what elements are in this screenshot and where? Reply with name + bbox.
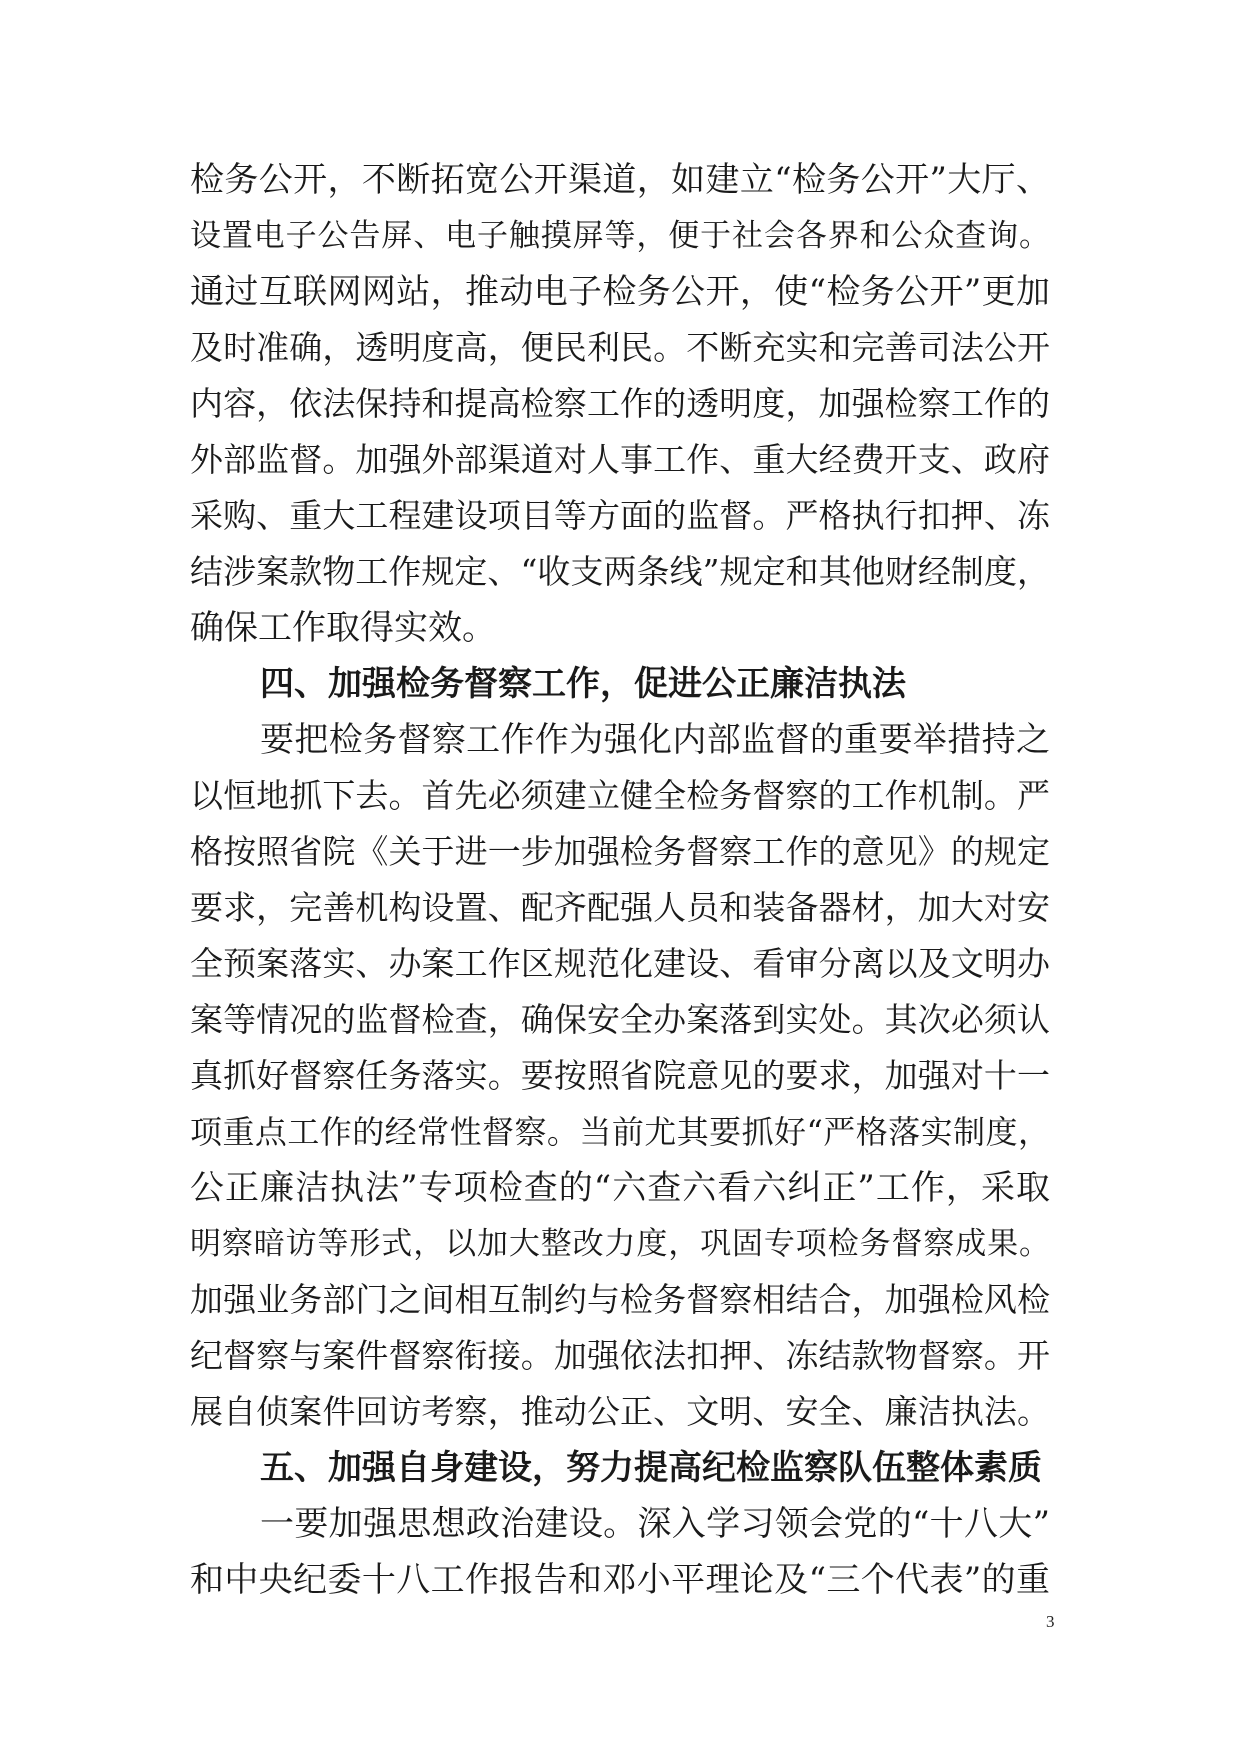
text-line: 内容，依法保持和提高检察工作的透明度，加强检察工作的: [190, 384, 1050, 423]
text-line: 设置电子公告屏、电子触摸屏等，便于社会各界和公众查询。: [190, 218, 1050, 254]
paragraph-self-construction: [190, 1496, 1050, 1608]
text-line: 展自侦案件回访考察，推动公正、文明、安全、廉洁执法。: [190, 1392, 1050, 1431]
text-line: 结涉案款物工作规定、“收支两条线”规定和其他财经制度，: [190, 552, 1050, 591]
text-line: 全预案落实、办案工作区规范化建设、看审分离以及文明办: [190, 944, 1050, 983]
text-line: 通过互联网网站，推动电子检务公开，使“检务公开”更加: [190, 272, 1050, 312]
section-heading-five: [190, 1440, 1050, 1496]
text-line: 真抓好督察任务落实。要按照省院意见的要求，加强对十一: [190, 1056, 1050, 1095]
text-line: 案等情况的监督检查，确保安全办案落到实处。其次必须认: [190, 1000, 1050, 1039]
section-heading-four: [190, 656, 1050, 712]
text-line: 项重点工作的经常性督察。当前尤其要抓好“严格落实制度，: [190, 1113, 1050, 1151]
text-line: 检务公开，不断拓宽公开渠道，如建立“检务公开”大厅、: [190, 160, 1050, 200]
section-heading: 五、加强自身建设，努力提高纪检监察队伍整体素质: [260, 1448, 1042, 1488]
text-line: 公正廉洁执法”专项检查的“六查六看六纠正”工作，采取: [190, 1168, 1050, 1208]
text-line: 确保工作取得实效。: [190, 608, 496, 648]
text-line: 要求，完善机构设置、配齐配强人员和装备器材，加大对安: [190, 888, 1050, 927]
paragraph-checks-disclosure: [190, 152, 1050, 656]
text-line: 纪督察与案件督察衔接。加强依法扣押、冻结款物督察。开: [190, 1336, 1050, 1375]
text-line: 明察暗访等形式，以加大整改力度，巩固专项检务督察成果。: [190, 1226, 1050, 1262]
text-line: 及时准确，透明度高，便民利民。不断充实和完善司法公开: [190, 328, 1050, 367]
text-line: 和中央纪委十八工作报告和邓小平理论及“三个代表”的重: [190, 1560, 1050, 1600]
section-heading: 四、加强检务督察工作，促进公正廉洁执法: [260, 664, 906, 704]
text-line: 加强业务部门之间相互制约与检务督察相结合，加强检风检: [190, 1280, 1050, 1319]
text-line: 格按照省院《关于进一步加强检务督察工作的意见》的规定: [190, 832, 1050, 871]
text-line: 采购、重大工程建设项目等方面的监督。严格执行扣押、冻: [190, 496, 1050, 535]
page-content: [190, 152, 1050, 1608]
page-number: 3: [1046, 1612, 1055, 1631]
text-line: 以恒地抓下去。首先必须建立健全检务督察的工作机制。严: [190, 776, 1050, 815]
text-line: 一要加强思想政治建设。深入学习领会党的“十八大”: [260, 1504, 1050, 1544]
text-line: 要把检务督察工作作为强化内部监督的重要举措持之: [260, 720, 1050, 760]
text-line: 外部监督。加强外部渠道对人事工作、重大经费开支、政府: [190, 440, 1050, 479]
paragraph-inspection-supervision: [190, 712, 1050, 1440]
